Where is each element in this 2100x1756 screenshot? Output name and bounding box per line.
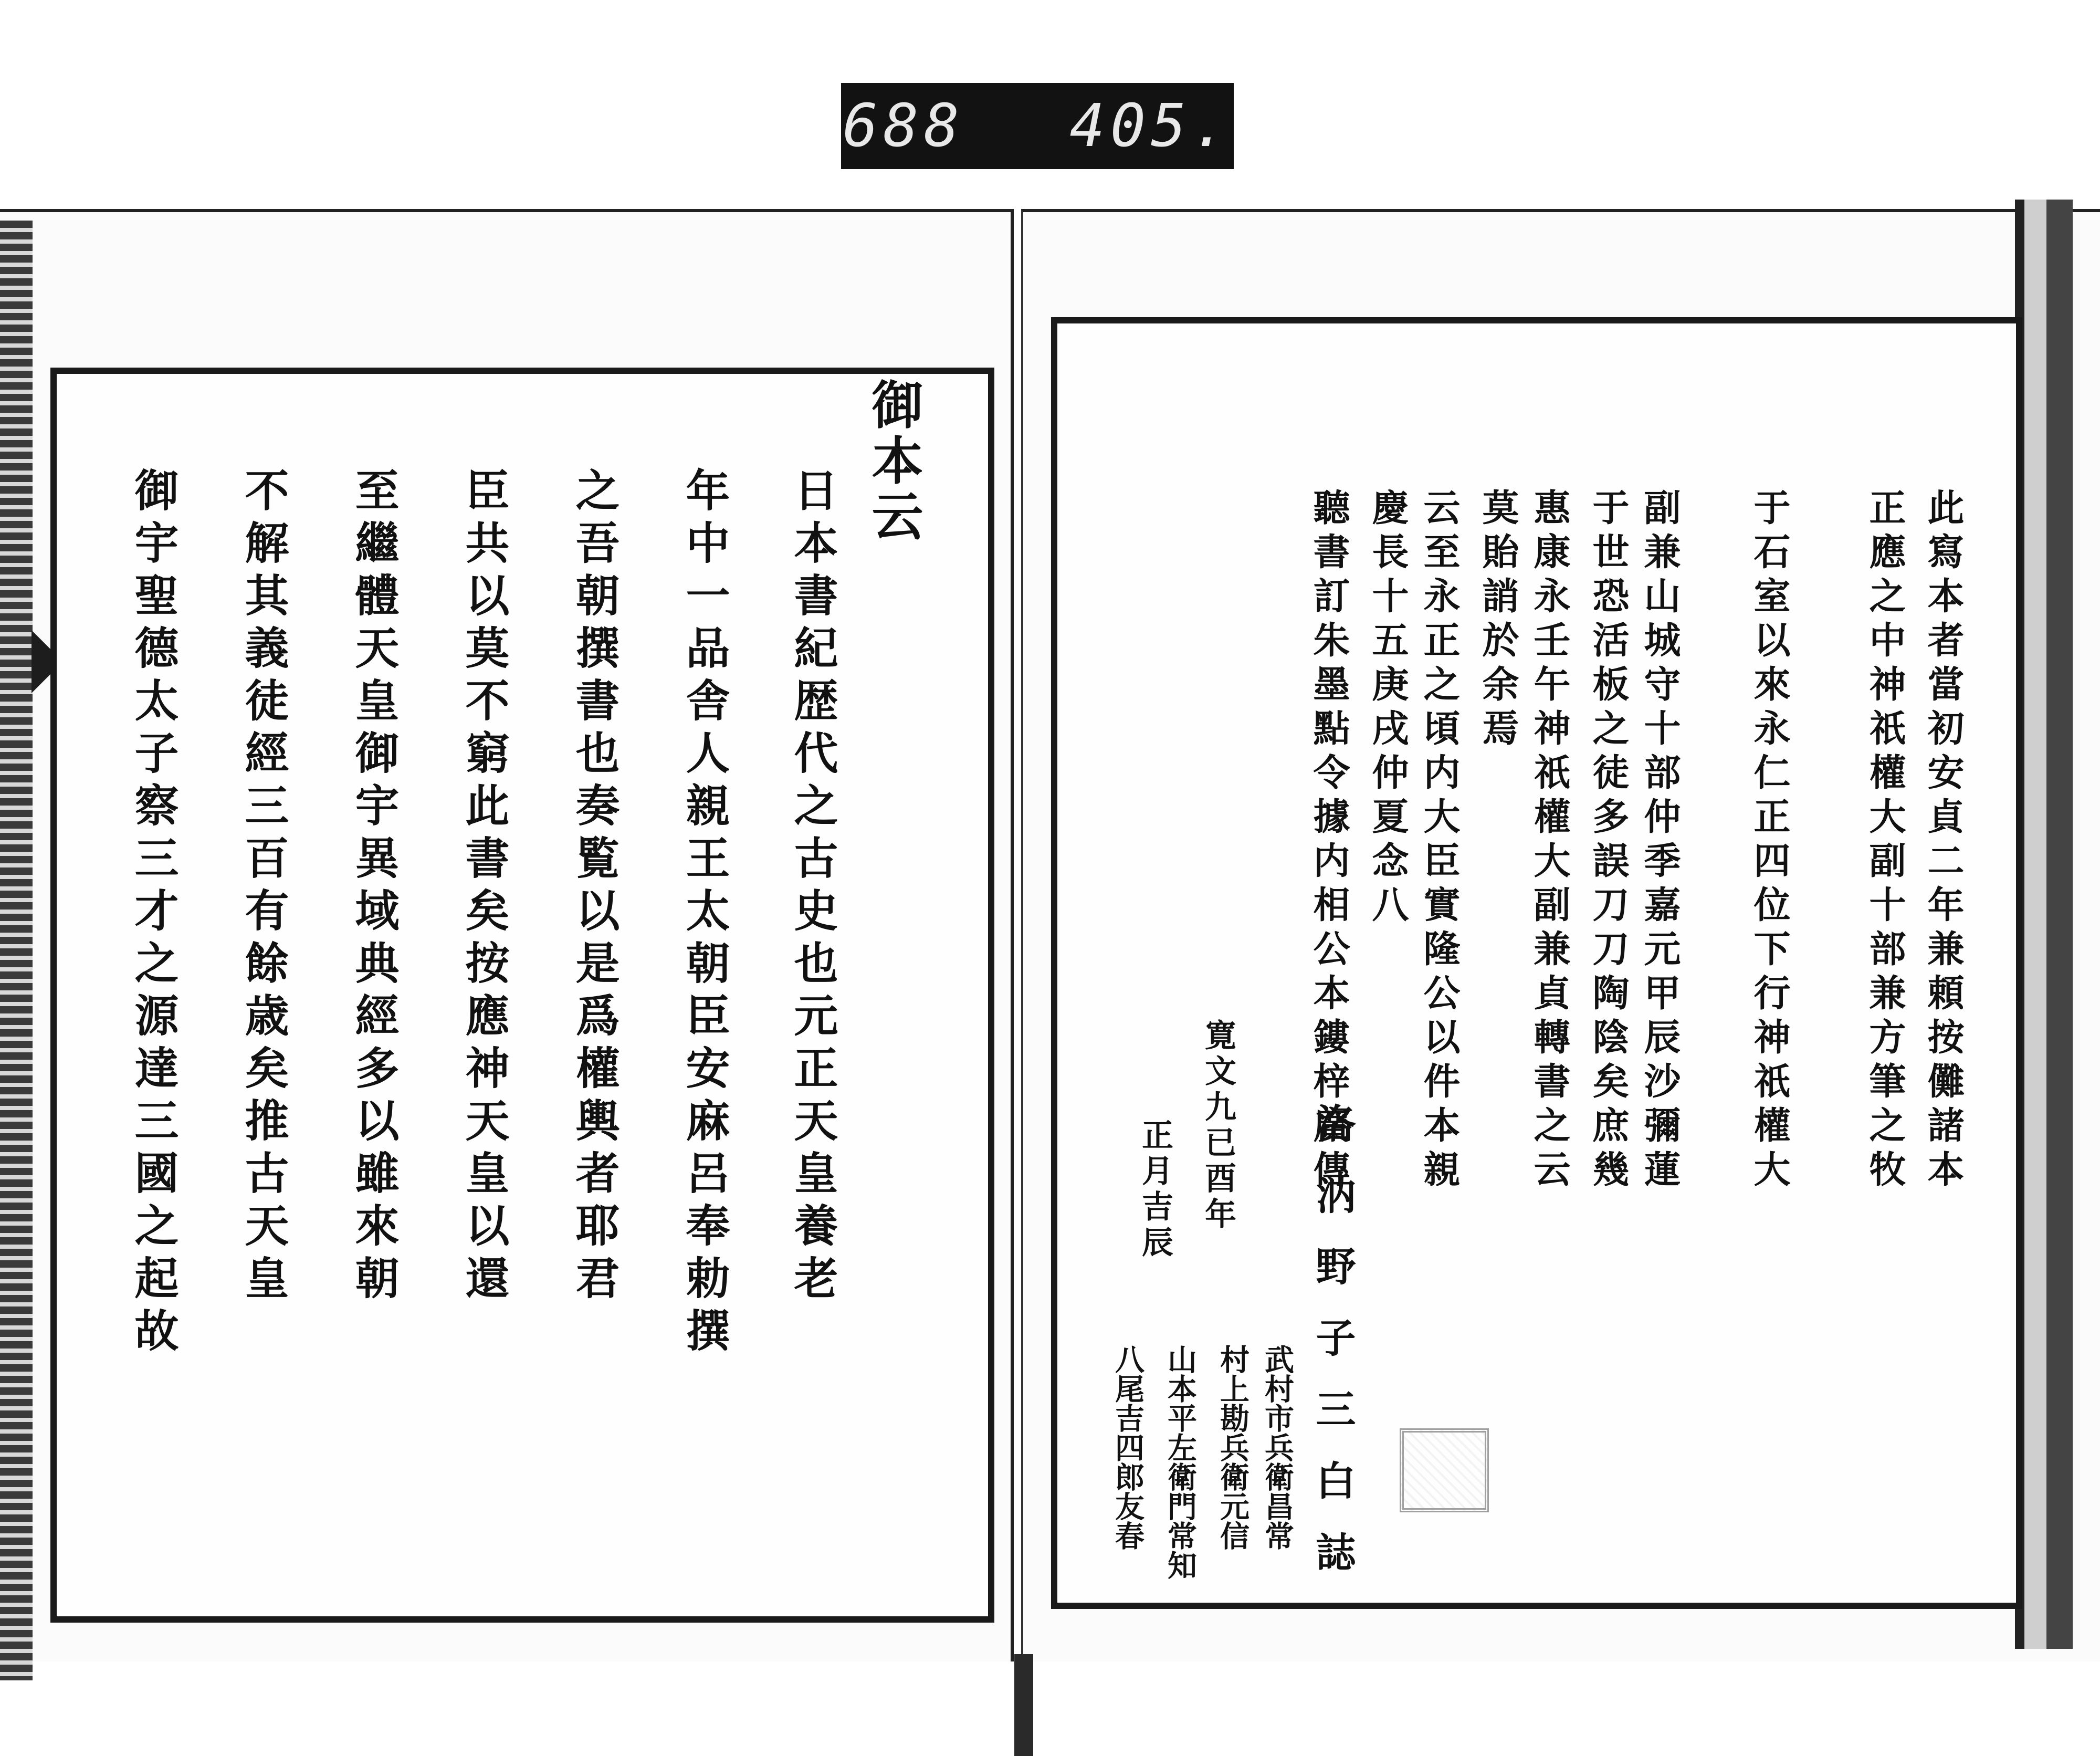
left-text-column: 年中一品舎人親王太朝臣安麻呂奉勅撰 <box>679 467 731 1360</box>
publisher-name: 村上勘兵衛元信 <box>1215 1344 1250 1550</box>
archive-number-label <box>841 83 1234 169</box>
seal-stamp <box>1400 1428 1489 1512</box>
right-text-column: 慶長十五庚戌仲夏念八 <box>1366 488 1410 929</box>
right-text-column: 此寫本者當初安貞二年兼頼按儺諸本 <box>1922 488 1965 1194</box>
right-binding-edge <box>2015 200 2073 1649</box>
publisher-name: 八尾吉四郎友春 <box>1110 1344 1145 1550</box>
left-binding-edge <box>0 221 33 1680</box>
colophon-date: 寛文九已酉年 <box>1200 1019 1236 1233</box>
left-text-column: 御宇聖德太子察三才之源達三國之起故 <box>128 467 180 1360</box>
left-page-title: 御本云 <box>863 378 923 545</box>
right-text-column: 于世恐活板之徒多誤刀刀陶陰矣庶幾 <box>1587 488 1630 1194</box>
right-text-column: 聽書訂朱墨點令據内相公本鏤梓廣傳 <box>1307 488 1351 1194</box>
right-text-column: 惠康永壬午神祇權大副兼貞轉書之云 <box>1528 488 1571 1194</box>
left-text-frame <box>50 368 994 1623</box>
left-text-column: 日本書紀歴代之古史也元正天皇養老 <box>787 467 839 1308</box>
colophon-signature: 洛汭野子三白誌 <box>1309 1103 1356 1603</box>
archive-number-right: 405. <box>1069 92 1232 160</box>
spine-notch <box>1014 1654 1033 1756</box>
left-text-column: 之吾朝撰書也奏覧以是爲權輿者耶君 <box>569 467 621 1308</box>
right-text-column: 副兼山城守十部仲季嘉元甲辰沙彌蓮 <box>1638 488 1682 1194</box>
colophon-month: 正月吉辰 <box>1137 1119 1173 1261</box>
archive-number-left: 688 <box>842 92 965 160</box>
right-text-column: 云至永正之頃内大臣實隆公以件本親 <box>1418 488 1461 1194</box>
left-text-column: 臣共以莫不窮此書矣按應神天皇以還 <box>458 467 510 1308</box>
right-text-column: 莫貽誚於余焉 <box>1476 488 1520 753</box>
right-text-column: 正應之中神祇權大副十部兼方筆之牧 <box>1863 488 1907 1194</box>
right-text-column: 于石室以來永仁正四位下行神祇權大 <box>1748 488 1791 1194</box>
left-text-column: 至繼體天皇御宇異域典經多以雖來朝 <box>348 467 400 1308</box>
publisher-name: 武村市兵衛昌常 <box>1260 1344 1295 1550</box>
publisher-name: 山本平左衛門常知 <box>1163 1344 1198 1580</box>
left-text-column: 不解其義徒經三百有餘歳矣推古天皇 <box>238 467 290 1308</box>
